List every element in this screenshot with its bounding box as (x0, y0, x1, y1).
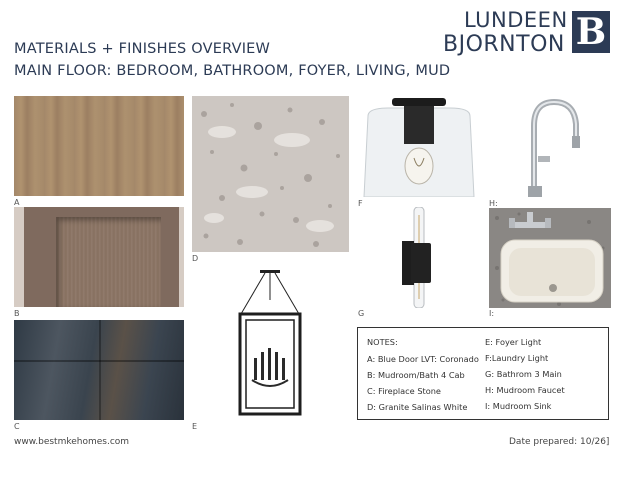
label-i: I: (489, 309, 495, 318)
logo-mark-letter: B (575, 11, 607, 53)
note-b: B: Mudroom/Bath 4 Cab (367, 370, 465, 380)
label-d: D (192, 254, 199, 263)
note-e: E: Foyer Light (485, 337, 542, 347)
logo-line2: BJORNTON (443, 32, 565, 57)
faucet-icon (510, 96, 586, 197)
note-c: C: Fireplace Stone (367, 386, 441, 396)
label-f: F (358, 199, 363, 208)
label-c: C (14, 422, 20, 431)
swatch-b-cabinet (14, 207, 184, 307)
label-g: G (358, 309, 365, 318)
page-title: MATERIALS + FINISHES OVERVIEW (14, 41, 271, 57)
note-a: A: Blue Door LVT: Coronado (367, 354, 479, 364)
label-b: B (14, 309, 20, 318)
swatch-e-foyer-light (232, 270, 308, 420)
label-h: H: (489, 199, 498, 208)
logo-mark (572, 11, 610, 53)
note-i: I: Mudroom Sink (485, 401, 552, 411)
page-subtitle: MAIN FLOOR: BEDROOM, BATHROOM, FOYER, LIVING, MUD (14, 63, 451, 79)
notes-heading: NOTES: (367, 337, 398, 347)
note-f: F:Laundry Light (485, 353, 549, 363)
swatch-g-bath-light (398, 207, 444, 308)
swatch-a-lvt (14, 96, 184, 196)
website-link[interactable]: www.bestmkehomes.com (14, 437, 130, 447)
logo-line1: LUNDEEN (464, 8, 568, 32)
date-prepared: Date prepared: 10/26] (509, 437, 610, 447)
label-a: A (14, 198, 20, 207)
swatch-c-fireplace-stone (14, 320, 184, 420)
note-h: H: Mudroom Faucet (485, 385, 565, 395)
note-d: D: Granite Salinas White (367, 402, 468, 412)
granite-texture (192, 96, 349, 252)
swatch-f-laundry-light (358, 96, 480, 197)
swatch-i-sink (489, 208, 611, 308)
chandelier-icon (232, 270, 308, 420)
notes-box (357, 327, 609, 420)
label-e: E (192, 422, 198, 431)
swatch-d-granite (192, 96, 349, 252)
note-g: G: Bathrom 3 Main (485, 369, 562, 379)
swatch-h-faucet (510, 96, 586, 197)
sconce-icon (398, 207, 444, 308)
pendant-light-icon (358, 96, 480, 197)
sink-icon (489, 208, 611, 308)
